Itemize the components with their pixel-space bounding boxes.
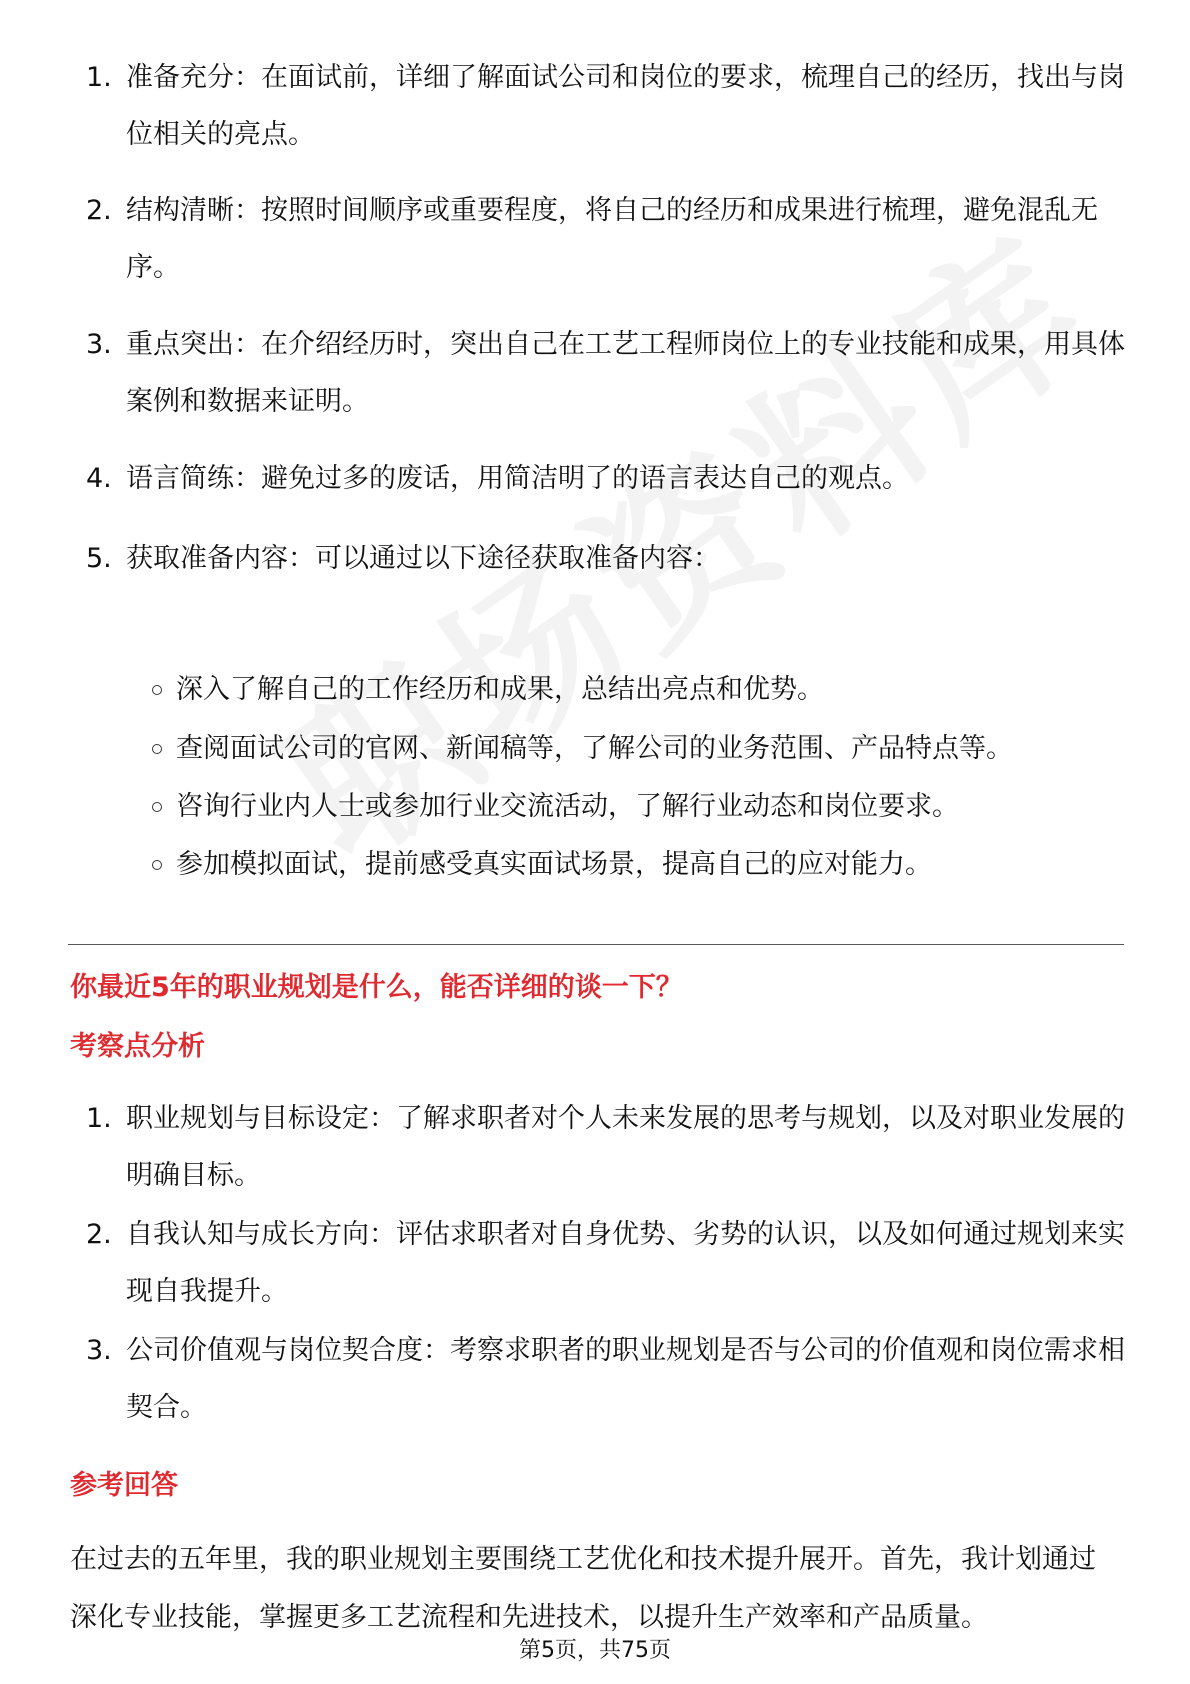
analysis-heading: 考察点分析 bbox=[70, 1031, 205, 1062]
answer-paragraph: 在过去的五年里，我的职业规划主要围绕工艺优化和技术提升展开。首先，我计划通过深化专业技能，掌握更多工艺流程和先进技术，以提升生产效率和产品质量。 bbox=[70, 1544, 1096, 1633]
prep-list-item bbox=[86, 450, 1126, 507]
sub-bullet-item bbox=[152, 729, 1112, 769]
list-number: 1. bbox=[86, 1103, 112, 1134]
prep-list-item bbox=[86, 182, 1126, 296]
list-number: 4. bbox=[86, 463, 112, 494]
bullet-text: 深入了解自己的工作经历和成果，总结出亮点和优势。 bbox=[176, 674, 824, 705]
question-title: 你最近5年的职业规划是什么，能否详细的谈一下？ bbox=[70, 972, 683, 1003]
answer-heading: 参考回答 bbox=[70, 1470, 178, 1501]
page-footer: 第5页，共75页 bbox=[519, 1638, 671, 1663]
sub-bullet-item bbox=[152, 670, 1112, 710]
sub-bullet-item bbox=[152, 787, 1112, 827]
bullet-text: 查阅面试公司的官网、新闻稿等，了解公司的业务范围、产品特点等。 bbox=[176, 733, 1013, 764]
list-number: 5. bbox=[86, 543, 112, 574]
analysis-list-item bbox=[86, 1090, 1126, 1204]
list-text: 语言简练：避免过多的废话，用简洁明了的语言表达自己的观点。 bbox=[126, 463, 909, 494]
prep-list-item bbox=[86, 316, 1126, 430]
list-text: 公司价值观与岗位契合度：考察求职者的职业规划是否与公司的价值观和岗位需求相契合。 bbox=[126, 1335, 1125, 1423]
list-text: 自我认知与成长方向：评估求职者对自身优势、劣势的认识，以及如何通过规划来实现自我提升。 bbox=[126, 1219, 1125, 1307]
list-number: 1. bbox=[86, 62, 112, 93]
list-text: 重点突出：在介绍经历时，突出自己在工艺工程师岗位上的专业技能和成果，用具体案例和数据来证明。 bbox=[126, 329, 1125, 417]
list-number: 3. bbox=[86, 329, 112, 360]
list-text: 获取准备内容：可以通过以下途径获取准备内容： bbox=[126, 543, 720, 574]
list-number: 3. bbox=[86, 1335, 112, 1366]
analysis-list-item bbox=[86, 1206, 1126, 1320]
list-number: 2. bbox=[86, 1219, 112, 1250]
prep-list-item bbox=[86, 530, 1126, 587]
hollow-bullet-icon bbox=[152, 744, 162, 754]
hollow-bullet-icon bbox=[152, 860, 162, 870]
list-text: 结构清晰：按照时间顺序或重要程度，将自己的经历和成果进行梳理，避免混乱无序。 bbox=[126, 195, 1098, 283]
analysis-list-item bbox=[86, 1322, 1126, 1436]
list-text: 职业规划与目标设定：了解求职者对个人未来发展的思考与规划，以及对职业发展的明确目标。 bbox=[126, 1103, 1125, 1191]
hollow-bullet-icon bbox=[152, 685, 162, 695]
hollow-bullet-icon bbox=[152, 802, 162, 812]
sub-bullet-item bbox=[152, 845, 1112, 885]
list-number: 2. bbox=[86, 195, 112, 226]
bullet-text: 参加模拟面试，提前感受真实面试场景，提高自己的应对能力。 bbox=[176, 849, 932, 880]
prep-list-item bbox=[86, 49, 1126, 163]
bullet-text: 咨询行业内人士或参加行业交流活动，了解行业动态和岗位要求。 bbox=[176, 791, 959, 822]
section-divider bbox=[68, 944, 1124, 945]
list-text: 准备充分：在面试前，详细了解面试公司和岗位的要求，梳理自己的经历，找出与岗位相关的亮点。 bbox=[126, 62, 1125, 150]
